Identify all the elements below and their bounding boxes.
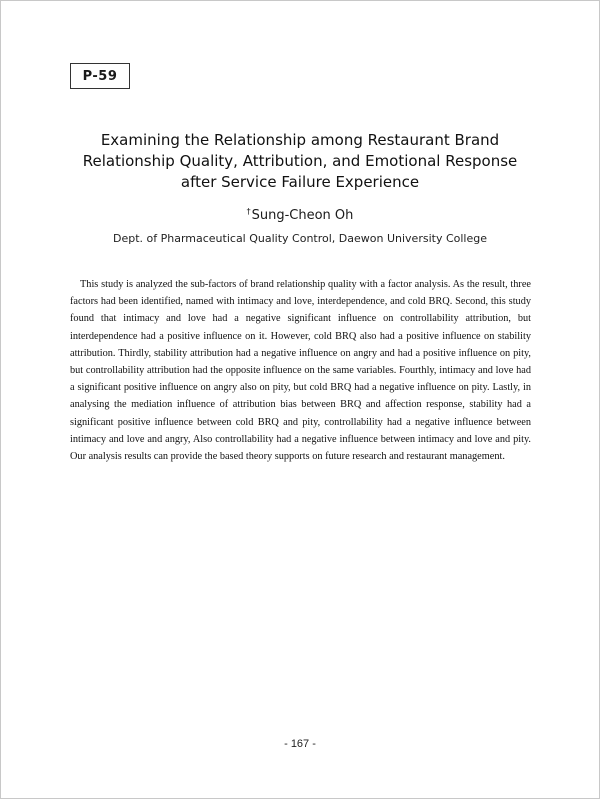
paper-code: P-59 — [82, 68, 118, 84]
title-line-2: Relationship Quality, Attribution, and Emotional Response — [82, 152, 518, 170]
affiliation: Dept. of Pharmaceutical Quality Control, Daewon University College — [112, 232, 487, 245]
author-name: Sung-Cheon Oh — [251, 208, 354, 223]
page-number: - 167 - — [284, 738, 316, 750]
author — [60, 207, 540, 223]
abstract-text: This study is analyzed the sub-factors of brand relationship quality with a factor analysis. As the result, three factors had been identified, named with intimacy and love, interdependence, and cold BRQ. Second, this study found that intimacy and love had a negative significant influence on controllability attribution, but interdependence had a positive influence on it. However, cold BRQ also had a positive influence on stability attribution. Thirdly, stability attribution had a negative influence on angry and had a positive influence on pity, but controllability attribution had the opposite influence on the same variables. Fourthly, intimacy and love had a significant positive influence on angry also on pity, but cold BRQ had a negative influence on pity. Lastly, in analysing the mediation influence of attribution bias between BRQ and affection response, stability had a significant positive influence between cold BRQ and pity, controllability had a negative influence between intimacy and love and angry, Also controllability had a negative influence between intimacy and love and pity. Our analysis results can provide the based theory supports on future research and restaurant management. — [70, 279, 531, 463]
title-line-3: after Service Failure Experience — [180, 173, 420, 191]
corresponding-author-mark: † — [246, 207, 251, 216]
paper-code-box — [70, 63, 130, 89]
title-line-1: Examining the Relationship among Restaurant Brand — [100, 131, 500, 149]
paper-title — [60, 130, 540, 193]
